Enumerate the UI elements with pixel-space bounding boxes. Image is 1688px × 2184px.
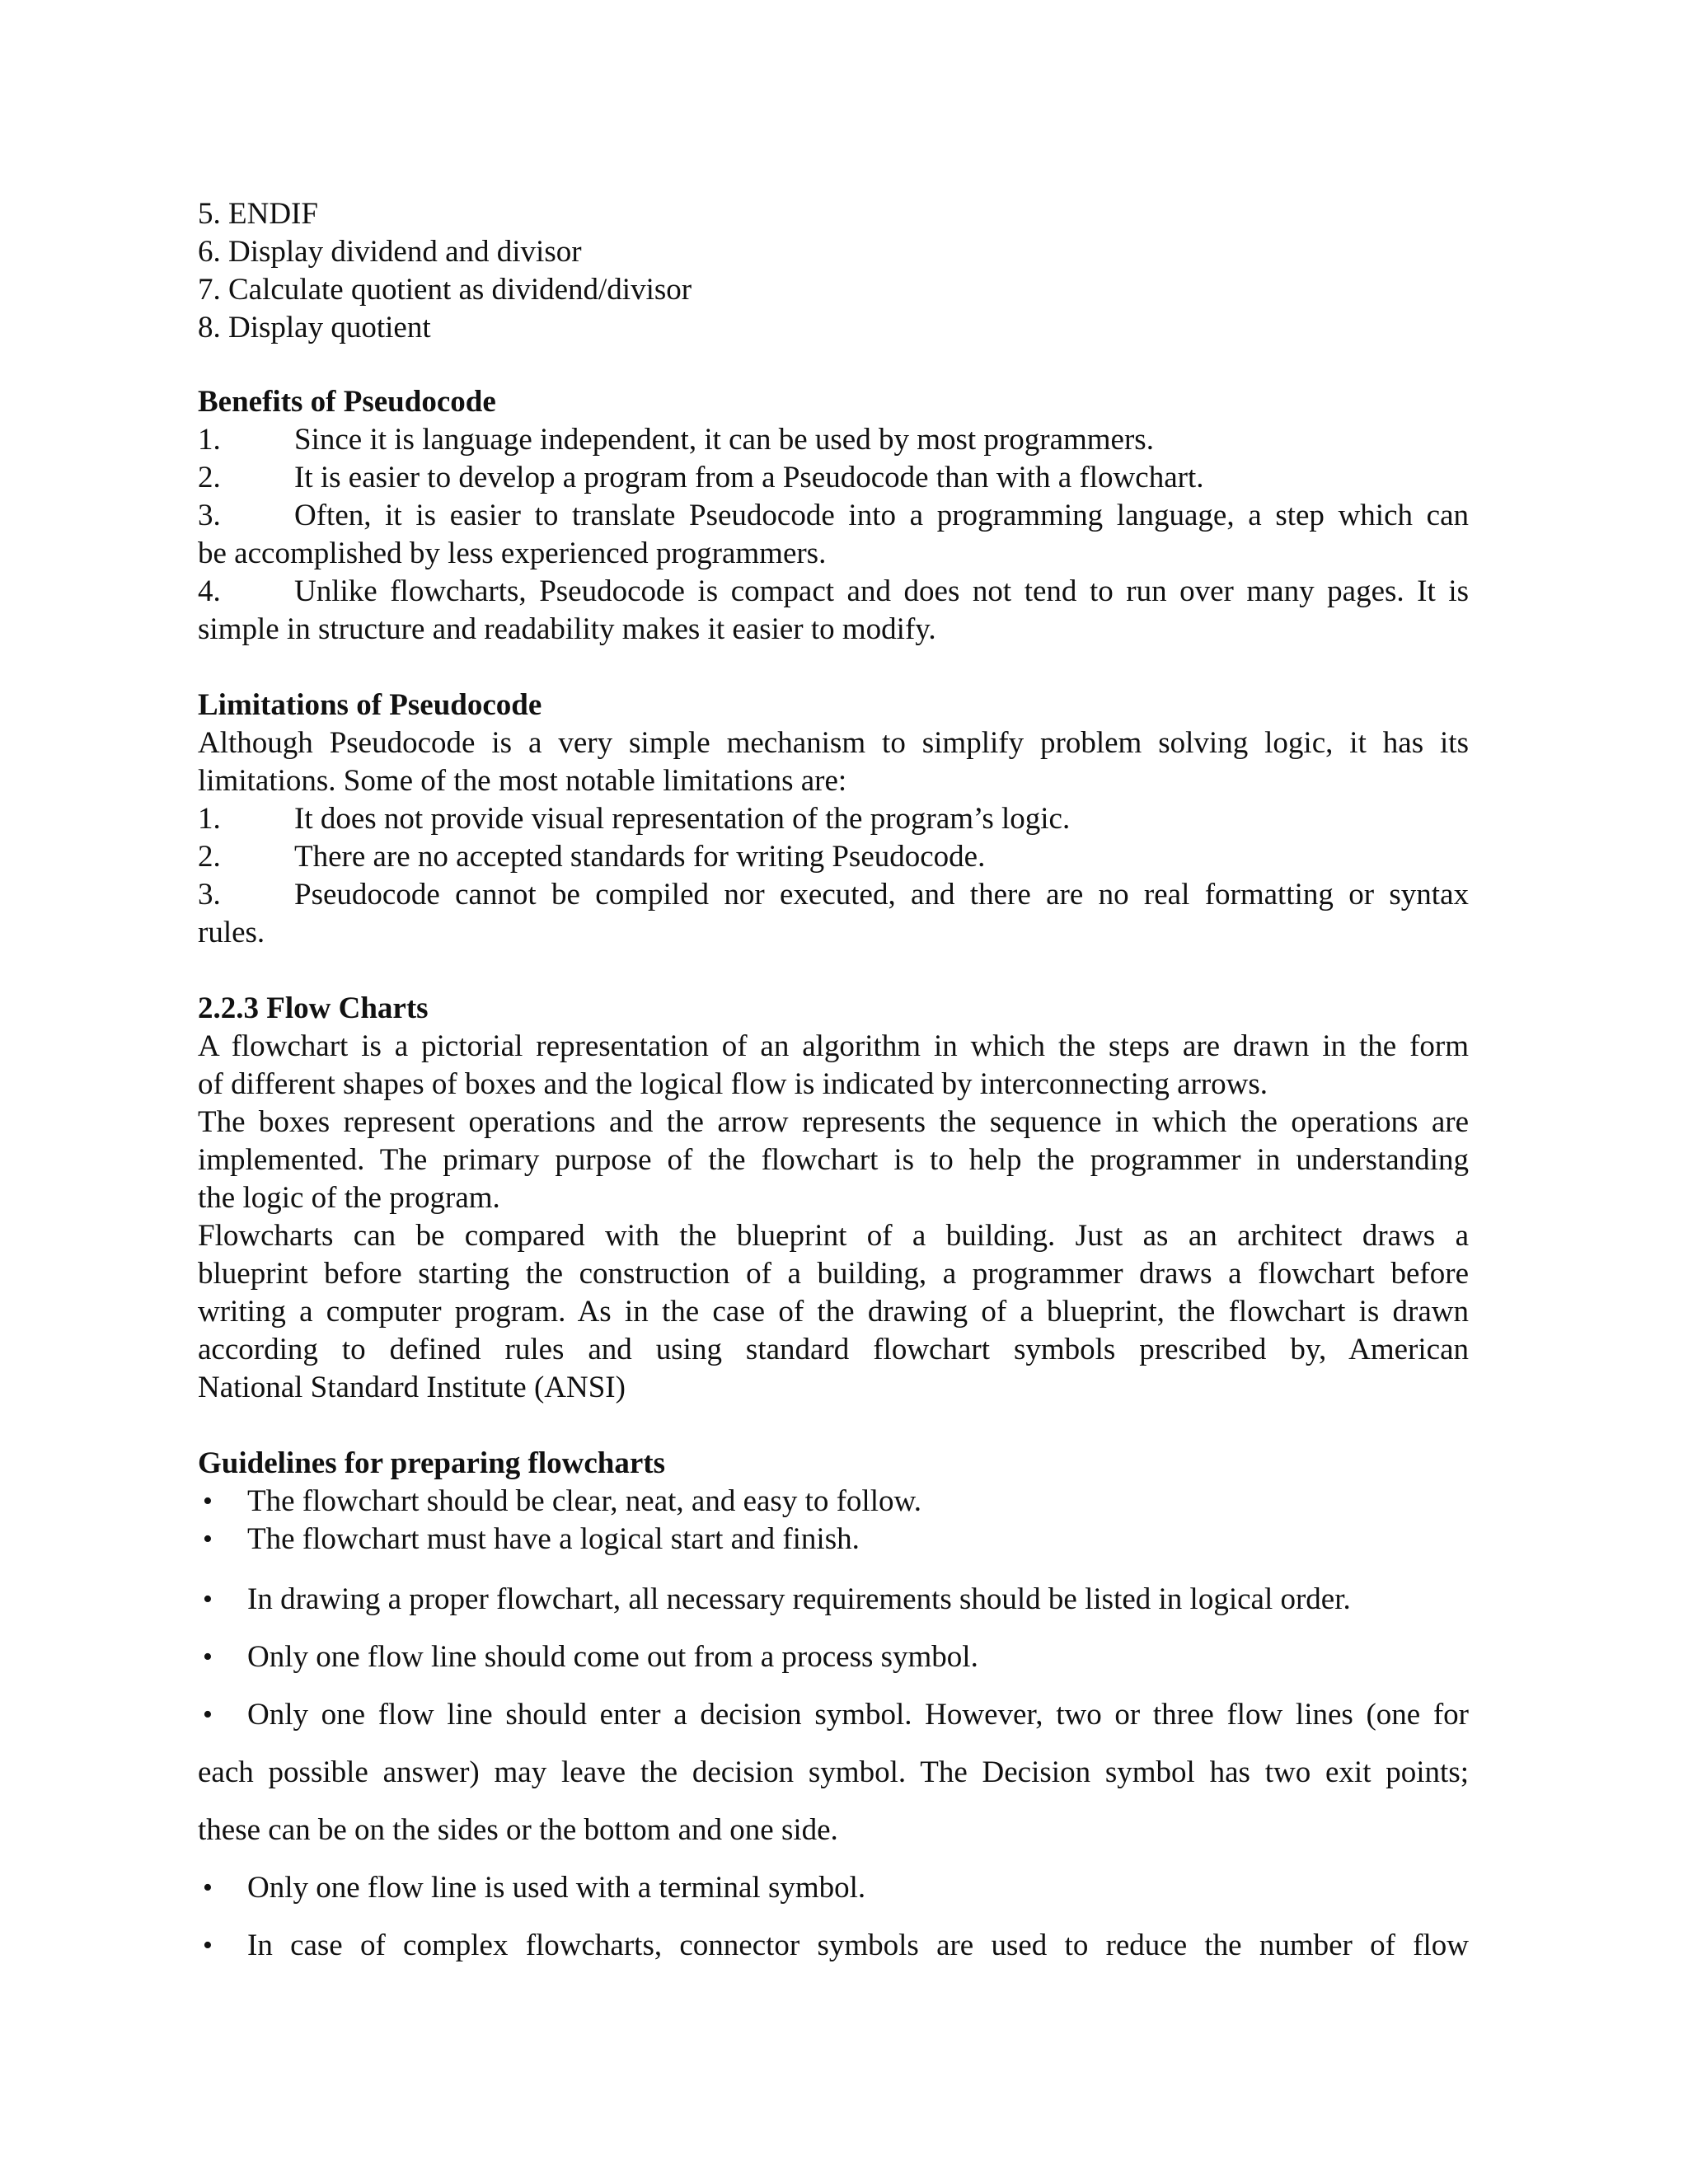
guideline-bullet (198, 1927, 1469, 1965)
paragraph-line: these can be on the sides or the bottom and one side. (198, 1813, 838, 1847)
step-line: 7. Calculate quotient as dividend/divisor (198, 273, 692, 307)
paragraph-line: The boxes represent operations and the arrow represents the sequence in which the operations are (198, 1105, 1469, 1139)
guideline-bullet (198, 1696, 1469, 1734)
bullet-text: Only one flow line should come out from a process symbol. (247, 1640, 978, 1674)
item-text: It does not provide visual representation of the program’s logic. (294, 802, 1071, 836)
bullet-text: The flowchart should be clear, neat, and easy to follow. (247, 1484, 922, 1518)
paragraph-line: Although Pseudocode is a very simple mechanism to simplify problem solving logic, it has its (198, 726, 1469, 760)
item-number: 1. (198, 423, 221, 457)
numbered-item (198, 876, 1469, 914)
guideline-bullet (198, 1869, 1469, 1907)
item-text-continued: rules. (198, 916, 265, 949)
paragraph-line: limitations. Some of the most notable limitations are: (198, 764, 847, 798)
numbered-item (198, 800, 1469, 838)
paragraph-line: Flowcharts can be compared with the blueprint of a building. Just as an architect draws a (198, 1219, 1469, 1253)
numbered-item (198, 497, 1469, 535)
bullet-text: Only one flow line should enter a decision symbol. However, two or three flow lines (one for (247, 1698, 1469, 1732)
paragraph-line: writing a computer program. As in the case of the drawing of a blueprint, the flowchart is drawn (198, 1295, 1469, 1329)
section-heading: Guidelines for preparing flowcharts (198, 1446, 665, 1480)
numbered-item (198, 838, 1469, 876)
paragraph-line: the logic of the program. (198, 1181, 500, 1215)
benefits-section (198, 383, 1469, 649)
bullet-text: In case of complex flowcharts, connector symbols are used to reduce the number of flow (247, 1929, 1469, 1962)
bullet-text: The flowchart must have a logical start and finish. (247, 1522, 860, 1556)
algorithm-steps (198, 195, 1469, 347)
bullet-text-continued (198, 1811, 1469, 1849)
numbered-item (198, 573, 1469, 611)
bullet-text: Only one flow line is used with a terminal symbol. (247, 1871, 866, 1905)
guideline-bullet (198, 1521, 1469, 1558)
bullet-icon: • (203, 1584, 213, 1615)
step-line: 8. Display quotient (198, 311, 431, 344)
item-number: 3. (198, 878, 221, 912)
item-text: Pseudocode cannot be compiled nor executed, and there are no real formatting or syntax (294, 878, 1469, 912)
item-number: 1. (198, 802, 221, 836)
bullet-icon: • (203, 1872, 213, 1903)
item-number: 2. (198, 461, 221, 494)
bullet-text: In drawing a proper flowchart, all necessary requirements should be listed in logical order. (247, 1582, 1351, 1616)
paragraph-line: National Standard Institute (ANSI) (198, 1371, 626, 1404)
limitations-section (198, 687, 1469, 952)
item-text-continued: be accomplished by less experienced programmers. (198, 537, 827, 570)
flowcharts-section (198, 990, 1469, 1407)
guidelines-section (198, 1445, 1469, 1483)
bullet-icon: • (203, 1524, 213, 1554)
item-text: There are no accepted standards for writing Pseudocode. (294, 840, 986, 874)
guideline-bullet (198, 1638, 1469, 1676)
paragraph-line: according to defined rules and using standard flowchart symbols prescribed by, American (198, 1333, 1469, 1366)
item-text-continued: simple in structure and readability makes it easier to modify. (198, 612, 936, 646)
item-number: 2. (198, 840, 221, 874)
item-text: Unlike flowcharts, Pseudocode is compact and does not tend to run over many pages. It is (294, 574, 1469, 608)
paragraph-line: blueprint before starting the construction of a building, a programmer draws a flowchart before (198, 1257, 1469, 1291)
bullet-icon: • (203, 1642, 213, 1672)
item-number: 4. (198, 574, 221, 608)
guideline-bullet (198, 1483, 1469, 1521)
paragraph-line: of different shapes of boxes and the logical flow is indicated by interconnecting arrows. (198, 1067, 1268, 1101)
paragraph-line: each possible answer) may leave the decision symbol. The Decision symbol has two exit points; (198, 1755, 1469, 1789)
section-heading: Benefits of Pseudocode (198, 385, 496, 419)
section-heading: Limitations of Pseudocode (198, 688, 542, 722)
bullet-text-continued (198, 1754, 1469, 1792)
numbered-item (198, 421, 1469, 459)
step-line: 6. Display dividend and divisor (198, 235, 582, 269)
paragraph-line: implemented. The primary purpose of the flowchart is to help the programmer in understanding (198, 1143, 1469, 1177)
paragraph-line: A flowchart is a pictorial representation of an algorithm in which the steps are drawn in the form (198, 1029, 1469, 1063)
bullet-icon: • (203, 1930, 213, 1961)
item-text: It is easier to develop a program from a Pseudocode than with a flowchart. (294, 461, 1204, 494)
numbered-item (198, 459, 1469, 497)
guideline-bullet (198, 1581, 1469, 1619)
section-heading: 2.2.3 Flow Charts (198, 991, 429, 1025)
item-number: 3. (198, 499, 221, 532)
step-line: 5. ENDIF (198, 197, 318, 231)
item-text: Often, it is easier to translate Pseudocode into a programming language, a step which can (294, 499, 1469, 532)
bullet-icon: • (203, 1699, 213, 1730)
item-text: Since it is language independent, it can be used by most programmers. (294, 423, 1154, 457)
bullet-icon: • (203, 1486, 213, 1516)
